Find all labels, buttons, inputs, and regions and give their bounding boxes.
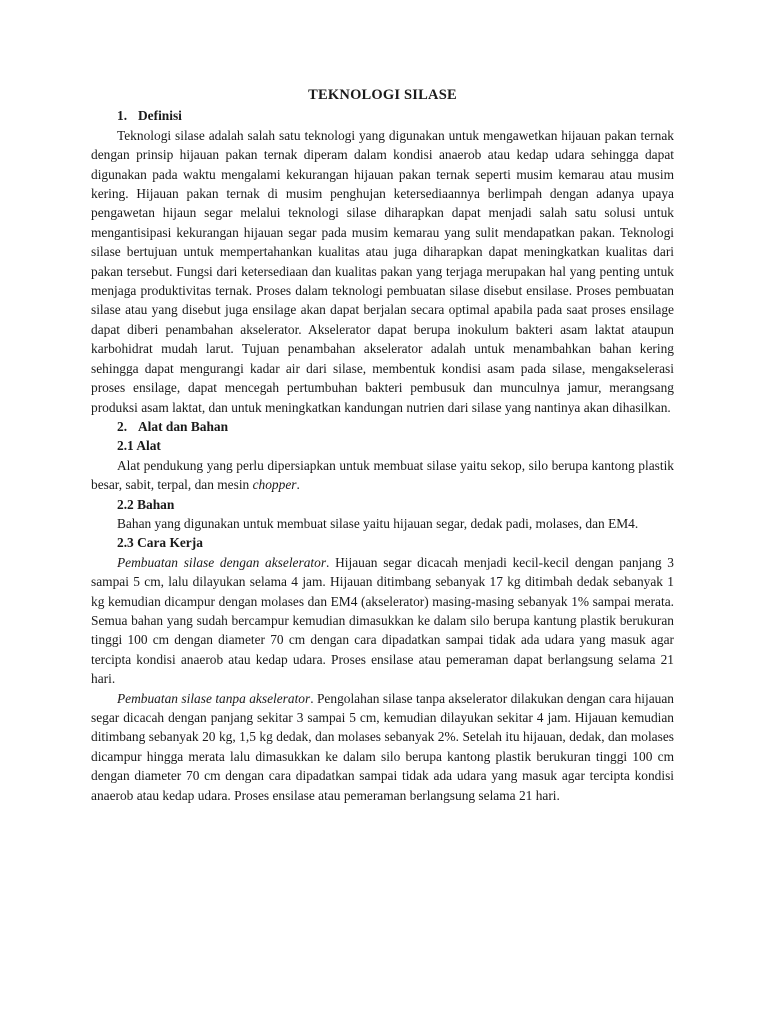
alat-text-end: . xyxy=(296,477,300,493)
subheading-cara-kerja: 2.3 Cara Kerja xyxy=(117,535,203,551)
with-accelerator-lead: Pembuatan silase dengan akselerator xyxy=(117,554,327,570)
section-heading-definisi xyxy=(91,106,674,125)
alat-paragraph xyxy=(91,456,674,495)
document-title: TEKNOLOGI SILASE xyxy=(308,87,457,103)
alat-italic-term: chopper xyxy=(252,477,297,493)
with-accelerator-text: . Hijauan segar dicacah menjadi kecil-kecil dengan panjang 3 sampai 5 cm, lalu dilayukan selama 4 jam. Hijauan ditimbang sebanyak 17 kg ditimbah dedak sebanyak 1 kg kemudian dicampur dengan molases dan EM4 (akselerator) masing-masing sebanyak 1% sampai merata. Semua bahan yang sudah bercampur kemudian dimasukkan ke dalam silo berupa kantung plastik berukuran tinggi 100 cm dengan diameter 70 cm dengan cara dipadatkan sampai tidak ada udara yang masuk agar tercipta kondisi anaerob atau kedap udara. Proses ensilase atau pemeraman dapat berlangsung selama 21 hari. xyxy=(91,554,675,687)
section-heading-label: Definisi xyxy=(138,108,182,124)
definisi-paragraph: Teknologi silase adalah salah satu teknologi yang digunakan untuk mengawetkan hijauan pakan ternak dengan prinsip hijauan pakan ternak diperam dalam kondisi anaerob atau kedap udara sehingga dapat digunakan pada waktu mengalami kekurangan hijauan pakan ternak seperti musim kemarau atau musim kering. Hijauan pakan ternak di musim penghujan ketersediaannya berlimpah dengan adanya upaya pengawetan hijaun segar melalui teknologi silase diharapkan dapat menjadi salah satu solusi untuk mengantisipasi kekurangan hijauan segar pada musim kemarau yang sulit mendapatkan pakan. Teknologi silase bertujuan untuk mempertahankan kualitas atau juga diharapkan dapat meningkatkan kualitas dari pakan tersebut. Fungsi dari ketersediaan dan kualitas pakan yang terjaga merupakan hal yang penting untuk menjaga produktivitas ternak. Proses dalam teknologi pembuatan silase disebut ensilase. Proses pembuatan silase atau yang disebut juga ensilage akan dapat berjalan secara optimal apabila pada saat proses ensilage dapat diberi penambahan akselerator. Akselerator dapat berupa inokulum bakteri asam laktat ataupun karbohidrat mudah larut. Tujuan penambahan akselerator adalah untuk menambahkan bahan kering sehingga dapat mengurangi kadar air dari silase, membentuk kondisi asam pada silase, mengakselerasi proses ensilage, dapat mencegah pertumbuhan bakteri pembusuk dan munculnya jamur, merangsang produksi asam laktat, dan untuk meningkatkan kandungan nutrien dari silase yang nantinya akan dihasilkan. xyxy=(91,127,674,415)
section-heading-label: Alat dan Bahan xyxy=(138,418,229,434)
alat-text: Alat pendukung yang perlu dipersiapkan untuk membuat silase yaitu sekop, silo berupa kantong plastik besar, sabit, terpal, dan mesin xyxy=(91,457,674,493)
subheading-alat: 2.1 Alat xyxy=(117,438,161,454)
section-number: 2. xyxy=(117,418,128,434)
bahan-paragraph: Bahan yang digunakan untuk membuat silase yaitu hijauan segar, dedak padi, molases, dan EM4. xyxy=(117,515,639,531)
document-page xyxy=(91,86,674,805)
subheading-bahan: 2.2 Bahan xyxy=(117,496,175,512)
without-accelerator-text: . Pengolahan silase tanpa akselerator dilakukan dengan cara hijauan segar dicacah dengan panjang sekitar 3 sampai 5 cm, kemudian dilayukan sekitar 4 jam. Hijauan kemudian ditimbang sebanyak 20 kg, 1,5 kg dedak, dan molases sebanyak 2%. Setelah itu hijauan, dedak, dan molases dicampur hingga merata lalu dimasukkan ke dalam silo berupa kantong plastik berukuran tinggi 100 cm dengan diameter 70 cm dengan cara dipadatkan sampai tidak ada udara yang masuk agar tercipta kondisi anaerob atau kedap udara. Proses ensilase atau pemeraman berlangsung selama 21 hari. xyxy=(91,690,674,803)
cara-kerja-without-accelerator-paragraph xyxy=(91,689,674,805)
section-heading-alat-bahan xyxy=(91,417,674,436)
cara-kerja-with-accelerator-paragraph xyxy=(91,553,674,689)
section-number: 1. xyxy=(117,108,128,124)
without-accelerator-lead: Pembuatan silase tanpa akselerator xyxy=(117,690,311,706)
